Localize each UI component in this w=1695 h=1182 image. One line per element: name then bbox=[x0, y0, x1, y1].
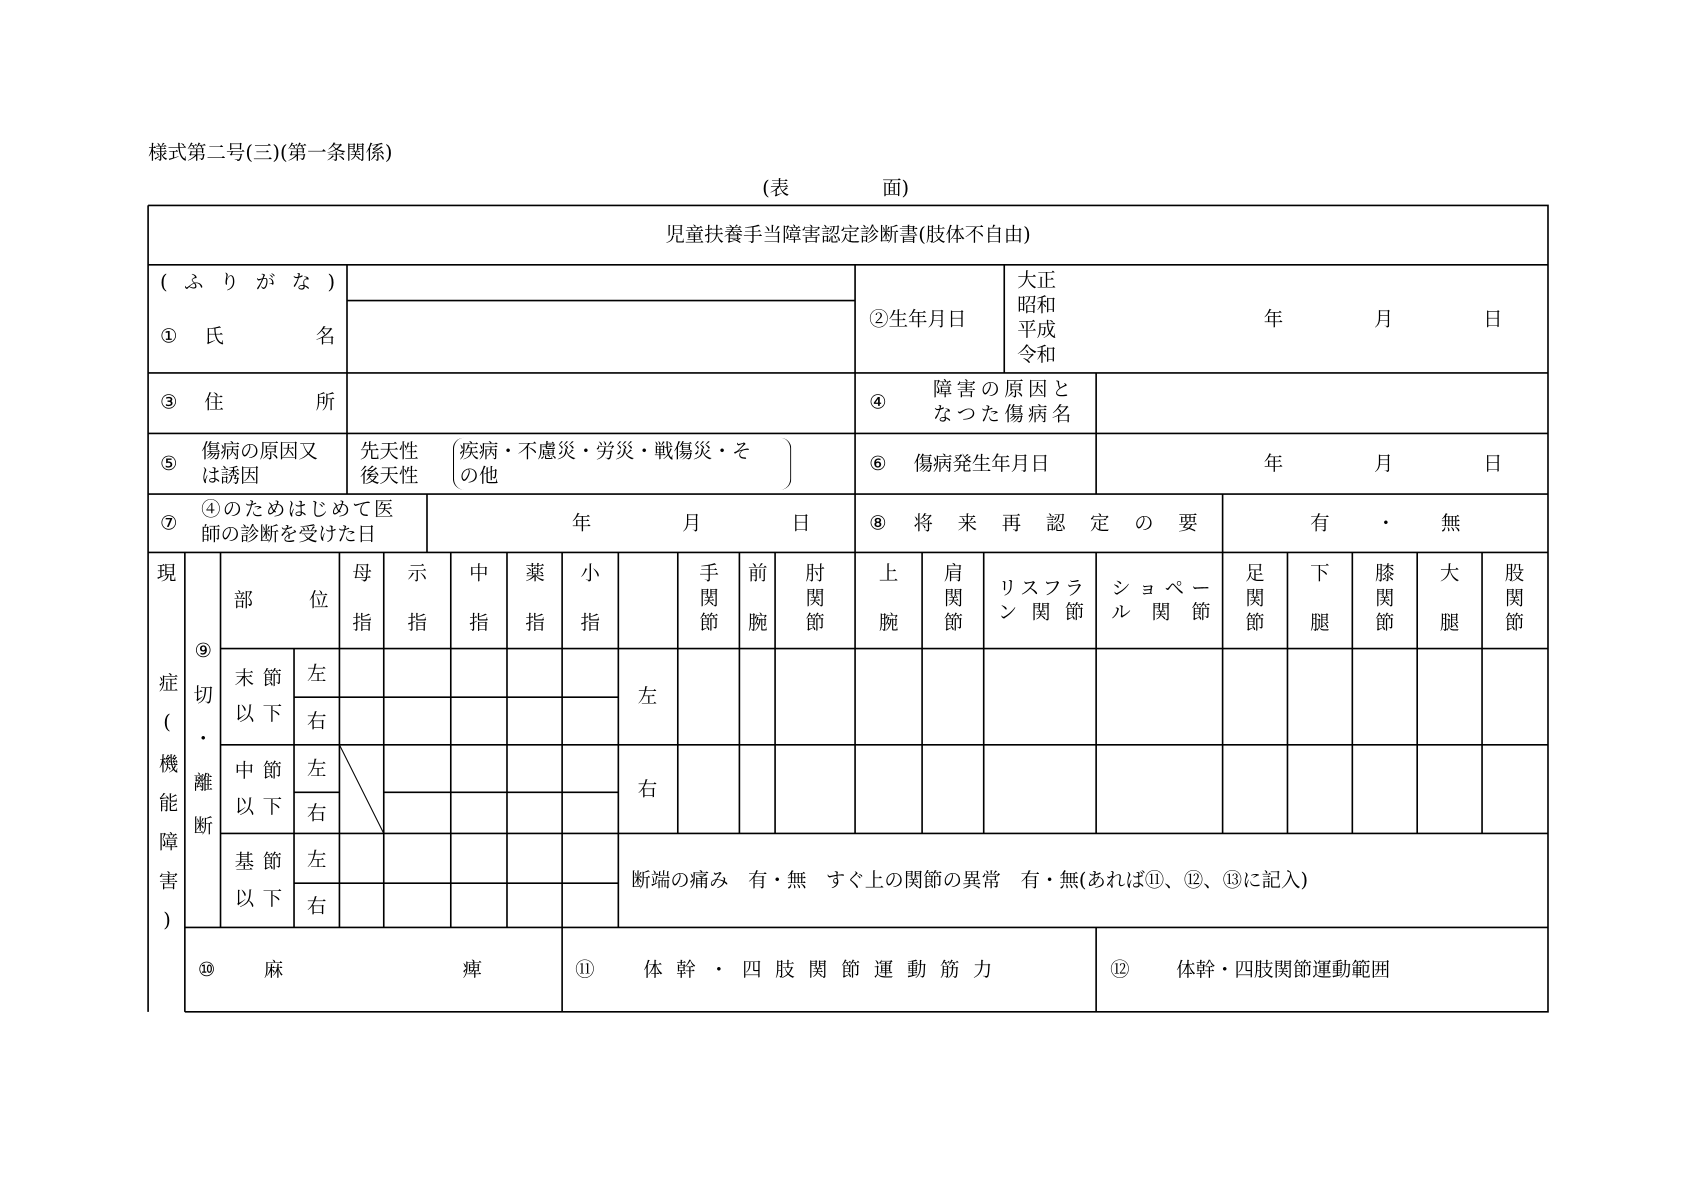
furigana-label bbox=[160, 271, 335, 295]
address-label bbox=[204, 391, 335, 415]
character: 股 bbox=[1504, 562, 1525, 585]
recertification-number: ⑧ bbox=[869, 512, 887, 536]
site-label bbox=[233, 589, 328, 613]
onset-label: 傷病発生年月日 bbox=[913, 452, 1050, 476]
character: 以 bbox=[234, 795, 255, 819]
cause-disease-line2: なつた傷病名 bbox=[932, 403, 1076, 426]
character: 関 bbox=[699, 586, 719, 610]
character: 位 bbox=[309, 589, 329, 612]
character: が bbox=[255, 271, 276, 295]
header-wrist bbox=[697, 562, 721, 636]
character: 関 bbox=[808, 958, 828, 982]
character: 腿 bbox=[1310, 611, 1330, 635]
header-knee bbox=[1373, 562, 1397, 636]
character: 来 bbox=[957, 512, 978, 536]
level-proximal-left: 左 bbox=[307, 848, 327, 872]
cause-disease-line1: 障害の原因と bbox=[932, 378, 1076, 402]
character: フ bbox=[1042, 577, 1062, 600]
header-upper-arm bbox=[877, 562, 901, 636]
character: 前 bbox=[748, 562, 768, 585]
address-number: ③ bbox=[159, 391, 178, 415]
header-little-finger bbox=[578, 562, 602, 636]
cause-options-line2[interactable]: の他 bbox=[459, 464, 499, 488]
character: 断 bbox=[193, 815, 213, 838]
stump-note[interactable]: 断端の痛み 有・無 すぐ上の関節の異常 有・無(あれば⑪、⑫、⑬に記入) bbox=[631, 869, 1309, 892]
character: 基 bbox=[234, 850, 255, 874]
character: な bbox=[291, 271, 312, 295]
character: 関 bbox=[805, 586, 825, 610]
character: 認 bbox=[1045, 512, 1066, 536]
level-middle-label2 bbox=[235, 796, 283, 820]
first-diagnosis-number: ⑦ bbox=[159, 512, 178, 536]
character: 所 bbox=[315, 391, 336, 415]
character: ス bbox=[1020, 577, 1040, 600]
cause-label-line1: 傷病の原因又 bbox=[201, 439, 318, 463]
limb-side-left: 左 bbox=[637, 685, 658, 709]
character: ペ bbox=[1164, 577, 1185, 600]
form-number: 様式第二号(三)(第一条関係) bbox=[148, 141, 393, 165]
era-taisho: 大正 bbox=[1017, 269, 1057, 292]
muscle-strength-label bbox=[643, 959, 992, 983]
character: ・ bbox=[193, 727, 213, 751]
character: 麻 bbox=[263, 958, 284, 982]
furigana-field[interactable] bbox=[348, 266, 854, 300]
character: 節 bbox=[1504, 611, 1525, 635]
header-forearm bbox=[746, 562, 770, 636]
character: 腿 bbox=[1439, 611, 1460, 635]
character: ー bbox=[1191, 577, 1211, 600]
header-elbow bbox=[803, 562, 827, 636]
form-title: 児童扶養手当障害認定診断書(肢体不自由) bbox=[665, 223, 1031, 247]
header-thigh bbox=[1438, 562, 1462, 636]
level-proximal-label2 bbox=[235, 888, 283, 912]
character: 痺 bbox=[462, 958, 483, 982]
cause-number: ⑤ bbox=[159, 452, 178, 476]
header-lisfranc-line2 bbox=[998, 601, 1084, 625]
character: 腕 bbox=[878, 611, 899, 635]
limb-side-right: 右 bbox=[637, 778, 658, 802]
character: 指 bbox=[407, 611, 427, 635]
character: 中 bbox=[234, 759, 255, 783]
character: 示 bbox=[407, 562, 427, 585]
character: 体 bbox=[643, 958, 663, 982]
level-middle-right: 右 bbox=[307, 802, 327, 825]
character: 上 bbox=[878, 562, 899, 585]
muscle-strength-number: ⑪ bbox=[575, 958, 595, 982]
character: 氏 bbox=[204, 325, 224, 349]
character: 肘 bbox=[805, 562, 825, 585]
first-diagnosis-month-label: 月 bbox=[682, 512, 702, 536]
first-diagnosis-line1: ④のためはじめて医 bbox=[201, 498, 396, 522]
character: 部 bbox=[233, 589, 253, 612]
character: 節 bbox=[943, 611, 964, 635]
level-middle-left: 左 bbox=[307, 757, 327, 781]
name-field[interactable] bbox=[348, 302, 854, 372]
onset-year-label: 年 bbox=[1263, 452, 1284, 476]
character: 力 bbox=[972, 958, 993, 982]
header-middle-finger bbox=[467, 562, 491, 636]
character: 節 bbox=[1064, 601, 1085, 624]
birth-day-label: 日 bbox=[1483, 308, 1503, 331]
header-chopart-line1 bbox=[1111, 577, 1210, 601]
header-index-finger bbox=[405, 562, 429, 636]
character: ン bbox=[997, 601, 1018, 624]
paralysis-label bbox=[264, 959, 482, 983]
character: 中 bbox=[469, 562, 489, 585]
character: 手 bbox=[699, 562, 719, 585]
first-diagnosis-year-label: 年 bbox=[571, 512, 592, 536]
header-shoulder bbox=[942, 562, 966, 636]
character: 節 bbox=[699, 611, 719, 635]
character: シ bbox=[1111, 577, 1131, 600]
character: 節 bbox=[841, 958, 861, 982]
level-distal-right: 右 bbox=[307, 710, 327, 733]
character: 関 bbox=[1151, 601, 1171, 624]
range-of-motion-label: 体幹・四肢関節運動範囲 bbox=[1176, 958, 1391, 982]
character: 四 bbox=[742, 958, 762, 982]
character: 下 bbox=[262, 795, 283, 819]
side-label-left: (表 bbox=[762, 177, 790, 200]
character: 筋 bbox=[939, 958, 960, 982]
character: ( bbox=[159, 271, 168, 295]
character: 節 bbox=[805, 611, 825, 635]
character: ョ bbox=[1137, 577, 1158, 600]
header-thumb bbox=[350, 562, 374, 636]
character: 膝 bbox=[1375, 562, 1395, 585]
birthdate-label: ②生年月日 bbox=[869, 308, 967, 331]
birth-year-label: 年 bbox=[1263, 308, 1284, 331]
header-ankle bbox=[1243, 562, 1267, 636]
character: 節 bbox=[262, 850, 283, 874]
acquired-option[interactable]: 後天性 bbox=[359, 464, 419, 488]
character: 末 bbox=[234, 666, 255, 690]
character: り bbox=[219, 271, 240, 295]
cause-label-line2: は誘因 bbox=[201, 464, 260, 488]
character: 腕 bbox=[748, 611, 768, 635]
character: 関 bbox=[943, 586, 964, 610]
recertification-no[interactable]: 無 bbox=[1440, 512, 1461, 536]
character: 指 bbox=[580, 611, 600, 635]
character: 関 bbox=[1504, 586, 1525, 610]
character: 以 bbox=[234, 702, 255, 726]
side-label-right: 面) bbox=[882, 177, 910, 200]
character: 指 bbox=[525, 611, 545, 635]
level-middle-label1 bbox=[235, 760, 283, 784]
character: リ bbox=[997, 577, 1018, 600]
character: の bbox=[1134, 512, 1154, 536]
character: ル bbox=[1111, 601, 1131, 624]
cause-disease-field[interactable] bbox=[1097, 374, 1547, 432]
header-lisfranc-line1 bbox=[998, 577, 1084, 601]
character: ・ bbox=[709, 958, 729, 982]
character: 節 bbox=[1245, 611, 1265, 635]
level-proximal-label1 bbox=[235, 851, 283, 875]
character: 肩 bbox=[943, 562, 964, 585]
character: 節 bbox=[262, 666, 283, 690]
level-distal-left: 左 bbox=[307, 662, 327, 686]
character: ラ bbox=[1064, 577, 1085, 600]
character: 肢 bbox=[775, 958, 795, 982]
character: 切 bbox=[193, 683, 213, 707]
recertification-dot: ・ bbox=[1376, 512, 1396, 536]
name-number: ① bbox=[159, 325, 178, 349]
section-current-symptoms: 症(機能障害) bbox=[155, 672, 179, 952]
character: 以 bbox=[234, 887, 255, 911]
onset-number: ⑥ bbox=[869, 452, 887, 476]
character: ) bbox=[327, 271, 336, 295]
diagonal-strike bbox=[339, 745, 383, 834]
cause-disease-number: ④ bbox=[869, 391, 887, 415]
character: 関 bbox=[1375, 586, 1395, 610]
recertification-yes[interactable]: 有 bbox=[1310, 512, 1330, 536]
character: 節 bbox=[1375, 611, 1395, 635]
character: 再 bbox=[1001, 512, 1022, 536]
character: 節 bbox=[262, 759, 283, 783]
first-diagnosis-line2: 師の診断を受けた日 bbox=[201, 523, 377, 546]
character: 指 bbox=[352, 611, 372, 635]
first-diagnosis-day-label: 日 bbox=[791, 512, 811, 536]
onset-month-label: 月 bbox=[1373, 452, 1394, 476]
character: 定 bbox=[1089, 512, 1110, 536]
name-label bbox=[204, 325, 335, 349]
recertification-label bbox=[913, 512, 1197, 536]
character: 薬 bbox=[525, 562, 545, 585]
character: 住 bbox=[204, 391, 224, 415]
onset-day-label: 日 bbox=[1483, 452, 1503, 476]
cause-options-line1[interactable]: 疾病・不慮災・労災・戦傷災・そ bbox=[459, 439, 752, 463]
character: 幹 bbox=[676, 958, 696, 982]
character: 下 bbox=[262, 887, 283, 911]
character: 下 bbox=[262, 702, 283, 726]
level-proximal-right: 右 bbox=[307, 895, 327, 918]
amputation-label bbox=[192, 640, 214, 839]
character: 動 bbox=[906, 958, 927, 982]
birth-month-label: 月 bbox=[1373, 308, 1394, 331]
character: ⑨ bbox=[194, 639, 212, 663]
header-hip bbox=[1503, 562, 1527, 636]
address-field[interactable] bbox=[348, 374, 854, 432]
character: 名 bbox=[315, 325, 336, 349]
character: 母 bbox=[352, 562, 372, 585]
character: 節 bbox=[1191, 601, 1211, 624]
era-heisei: 平成 bbox=[1017, 318, 1057, 342]
character: 関 bbox=[1245, 586, 1265, 610]
character: 離 bbox=[193, 771, 213, 794]
range-of-motion-number: ⑫ bbox=[1110, 958, 1130, 982]
section-current-symptoms-top: 現 bbox=[156, 562, 177, 585]
header-lower-leg bbox=[1308, 562, 1332, 636]
header-chopart-line2 bbox=[1111, 601, 1210, 625]
character: ふ bbox=[184, 271, 204, 295]
character: 要 bbox=[1178, 512, 1198, 536]
header-ring-finger bbox=[523, 562, 547, 636]
character: 下 bbox=[1310, 562, 1330, 585]
character: 将 bbox=[913, 512, 933, 536]
character: 小 bbox=[580, 562, 600, 585]
era-reiwa: 令和 bbox=[1017, 343, 1057, 367]
era-showa: 昭和 bbox=[1017, 294, 1057, 317]
level-distal-label2 bbox=[235, 703, 283, 727]
character: 足 bbox=[1245, 562, 1265, 585]
character: 大 bbox=[1439, 562, 1460, 585]
character: 指 bbox=[469, 611, 489, 635]
congenital-option[interactable]: 先天性 bbox=[359, 439, 419, 463]
character: 運 bbox=[873, 958, 894, 982]
level-distal-label1 bbox=[235, 667, 283, 691]
character: 関 bbox=[1031, 601, 1051, 624]
paralysis-number: ⑩ bbox=[197, 958, 216, 982]
